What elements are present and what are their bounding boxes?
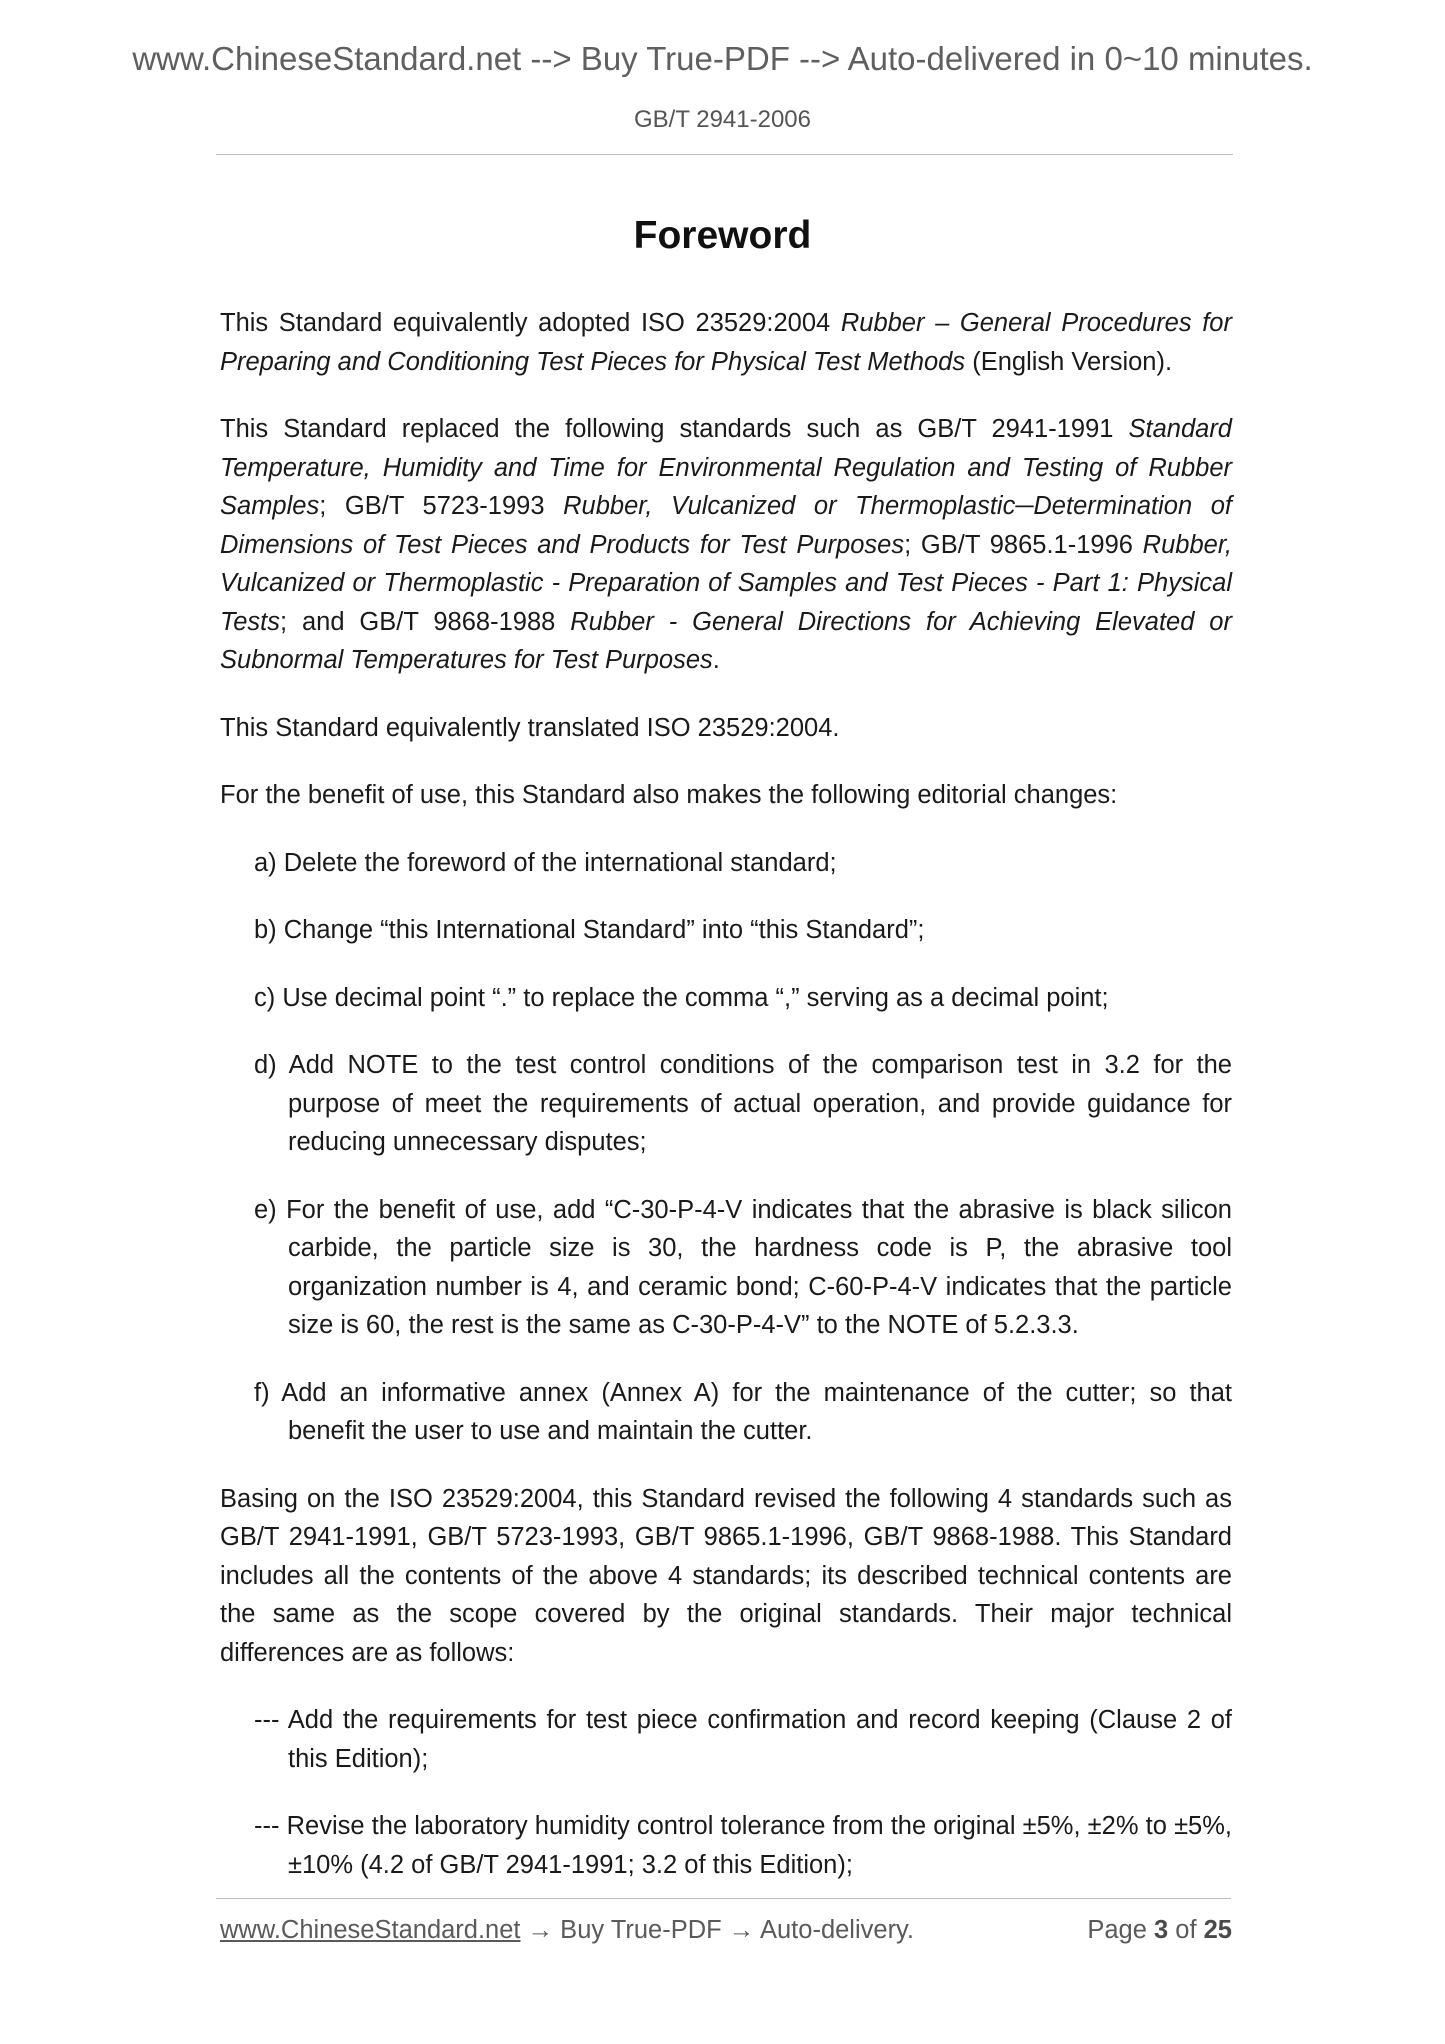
- standard-code: GB/T 2941-2006: [633, 106, 811, 133]
- text: ; and GB/T 9868-1988: [280, 607, 571, 636]
- change-item: d) Add NOTE to the test control conditions of the comparison test in 3.2 for the purpose of meet the requirements of actual operation, and provide guidance for reducing unnecessary disputes;: [254, 1051, 1232, 1156]
- footer-divider: [216, 1898, 1231, 1899]
- change-item: f) Add an informative annex (Annex A) for the maintenance of the cutter; so that benefit the user to use and maintain the cutter.: [254, 1378, 1232, 1445]
- page-number: 3: [1154, 1916, 1169, 1944]
- change-item: c) Use decimal point “.” to replace the comma “,” serving as a decimal point;: [254, 983, 1109, 1012]
- standard-title: Rubber, Vulcanized or Thermoplastic - Preparation of Samples and Test Pieces - Part 1: Physical Tests: [220, 530, 1232, 636]
- text: This Standard equivalently adopted ISO 23529:2004: [220, 309, 841, 337]
- paragraph-editorial-intro: For the benefit of use, this Standard also makes the following editorial changes:: [220, 781, 1118, 809]
- text: This Standard replaced the following standards such as GB/T 2941-1991: [220, 415, 1129, 443]
- paragraph-revision-summary: Basing on the ISO 23529:2004, this Standard revised the following 4 standards such as GB/T 2941-1991, GB/T 5723-1993, GB/T 9865.1-1996, GB/T 9868-1988. This Standard includes all the contents of the above 4 standards; its described technical contents are the same as the scope covered by the original standards. Their major technical differences are as follows:: [220, 1484, 1232, 1667]
- header-divider: [216, 154, 1233, 155]
- standard-title: Rubber - General Directions for Achieving Elevated or Subnormal Temperatures for Test Purposes: [220, 607, 1232, 674]
- text: ; GB/T 9865.1-1996: [904, 530, 1143, 559]
- text: ; GB/T 5723-1993: [319, 492, 564, 520]
- difference-item: --- Add the requirements for test piece confirmation and record keeping (Clause 2 of this Edition);: [254, 1706, 1232, 1773]
- page-title: Foreword: [633, 214, 812, 257]
- paragraph-translation: This Standard equivalently translated ISO 23529:2004.: [220, 713, 840, 742]
- page-indicator: [1087, 1916, 1232, 1945]
- paragraph-adoption: [220, 304, 1232, 381]
- standard-title: Rubber, Vulcanized or Thermoplastic─Determination of Dimensions of Test Pieces and Products for Test Purposes: [220, 492, 1232, 559]
- of-label: of: [1168, 1916, 1204, 1944]
- page-footer: [220, 1916, 1232, 1956]
- difference-item: --- Revise the laboratory humidity control tolerance from the original ±5%, ±2% to ±5%, ±10% (4.2 of GB/T 2941-1991; 3.2 of this Edition);: [254, 1812, 1232, 1879]
- change-item: e) For the benefit of use, add “C-30-P-4-V indicates that the abrasive is black silicon carbide, the particle size is 30, the hardness code is P, the abrasive tool organization number is 4, and ceramic bond; C-60-P-4-V indicates that the particle size is 60, the rest is the same as C-30-P-4-V” to the NOTE of 5.2.3.3.: [254, 1195, 1232, 1339]
- page-label: Page: [1087, 1916, 1154, 1944]
- text: (English Version).: [965, 347, 1173, 376]
- site-link[interactable]: www.ChineseStandard.net: [220, 1916, 521, 1944]
- standard-title: Standard Temperature, Humidity and Time for Environmental Regulation and Testing of Rubber Samples: [220, 415, 1232, 520]
- foreword-body: [220, 304, 1232, 1913]
- footer-promo: [220, 1916, 914, 1945]
- paragraph-replaced-standards: [220, 410, 1232, 680]
- top-banner: www.ChineseStandard.net --> Buy True-PDF --> Auto-delivered in 0~10 minutes.: [132, 40, 1313, 77]
- total-pages: 25: [1203, 1916, 1232, 1944]
- text: .: [712, 646, 720, 674]
- change-item: b) Change “this International Standard” into “this Standard”;: [254, 916, 925, 944]
- footer-promo-text: → Buy True-PDF → Auto-delivery.: [520, 1916, 914, 1944]
- iso-title: Rubber – General Procedures for Preparing and Conditioning Test Pieces for Physical Test Methods: [220, 309, 1232, 376]
- change-item: a) Delete the foreword of the international standard;: [254, 848, 837, 877]
